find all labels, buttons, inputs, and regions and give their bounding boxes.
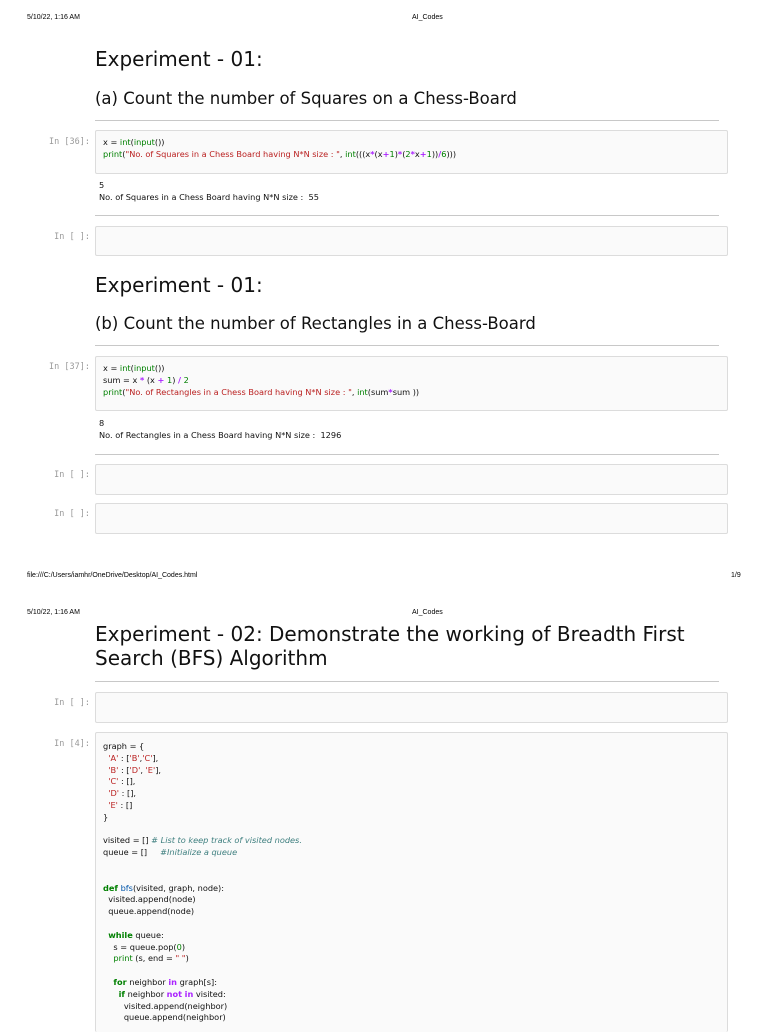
exp1b-subheading: (b) Count the number of Rectangles in a Chess-Board bbox=[95, 314, 536, 333]
print-title: AI_Codes bbox=[412, 609, 443, 616]
print-page-number: 1/9 bbox=[731, 572, 741, 579]
cell-prompt: In [4]: bbox=[54, 739, 90, 749]
exp1b-heading: Experiment - 01: bbox=[95, 273, 263, 297]
section-divider bbox=[95, 681, 719, 682]
code-cell[interactable] bbox=[95, 732, 728, 1032]
print-date: 5/10/22, 1:16 AM bbox=[27, 14, 80, 21]
empty-code-cell[interactable] bbox=[95, 464, 728, 495]
code-input[interactable]: x = int(input()) print("No. of Squares in a Chess Board having N*N size : ", int(((x*(x+1)*(2*x+1))/6))) bbox=[103, 137, 457, 159]
empty-code-cell[interactable] bbox=[95, 692, 728, 723]
code-cell[interactable] bbox=[95, 130, 728, 174]
output-divider bbox=[95, 215, 719, 216]
cell-prompt: In [37]: bbox=[49, 362, 90, 372]
exp2-heading: Experiment - 02: Demonstrate the working of Breadth First Search (BFS) Algorithm bbox=[95, 622, 685, 670]
print-title: AI_Codes bbox=[412, 14, 443, 21]
print-date: 5/10/22, 1:16 AM bbox=[27, 609, 80, 616]
code-input[interactable]: x = int(input()) sum = x * (x + 1) / 2 print("No. of Rectangles in a Chess Board having N*N size : ", int(sum*sum )) bbox=[103, 363, 420, 397]
cell-prompt: In [ ]: bbox=[54, 470, 90, 480]
output-divider bbox=[95, 454, 719, 455]
section-divider bbox=[95, 120, 719, 121]
empty-code-cell[interactable] bbox=[95, 503, 728, 534]
exp1a-subheading: (a) Count the number of Squares on a Chess-Board bbox=[95, 89, 517, 108]
code-input[interactable]: graph = { 'A' : ['B','C'], 'B' : ['D', 'E'], 'C' : [], 'D' : [], 'E' : [] } visited = [] # List to keep track of visited nodes. queue = [] #Initialize a queue def bfs(visited, graph, node): visited.append(node) queue.append(node) while queue: s = queue.pop(0) print (s, end = " ") for neighbor in graph[s]: if neighbor not in visited: visited.append(neighbor) queue.append(neighbor) bbox=[103, 741, 302, 1023]
code-cell[interactable] bbox=[95, 356, 728, 411]
cell-output: 8 No. of Rectangles in a Chess Board having N*N size : 1296 bbox=[99, 418, 342, 440]
cell-output: 5 No. of Squares in a Chess Board having N*N size : 55 bbox=[99, 180, 319, 202]
cell-prompt: In [ ]: bbox=[54, 698, 90, 708]
cell-prompt: In [ ]: bbox=[54, 509, 90, 519]
cell-prompt: In [ ]: bbox=[54, 232, 90, 242]
exp1a-heading: Experiment - 01: bbox=[95, 47, 263, 71]
print-file-path: file:///C:/Users/iamhr/OneDrive/Desktop/AI_Codes.html bbox=[27, 572, 198, 579]
cell-prompt: In [36]: bbox=[49, 137, 90, 147]
empty-code-cell[interactable] bbox=[95, 226, 728, 256]
section-divider bbox=[95, 345, 719, 346]
